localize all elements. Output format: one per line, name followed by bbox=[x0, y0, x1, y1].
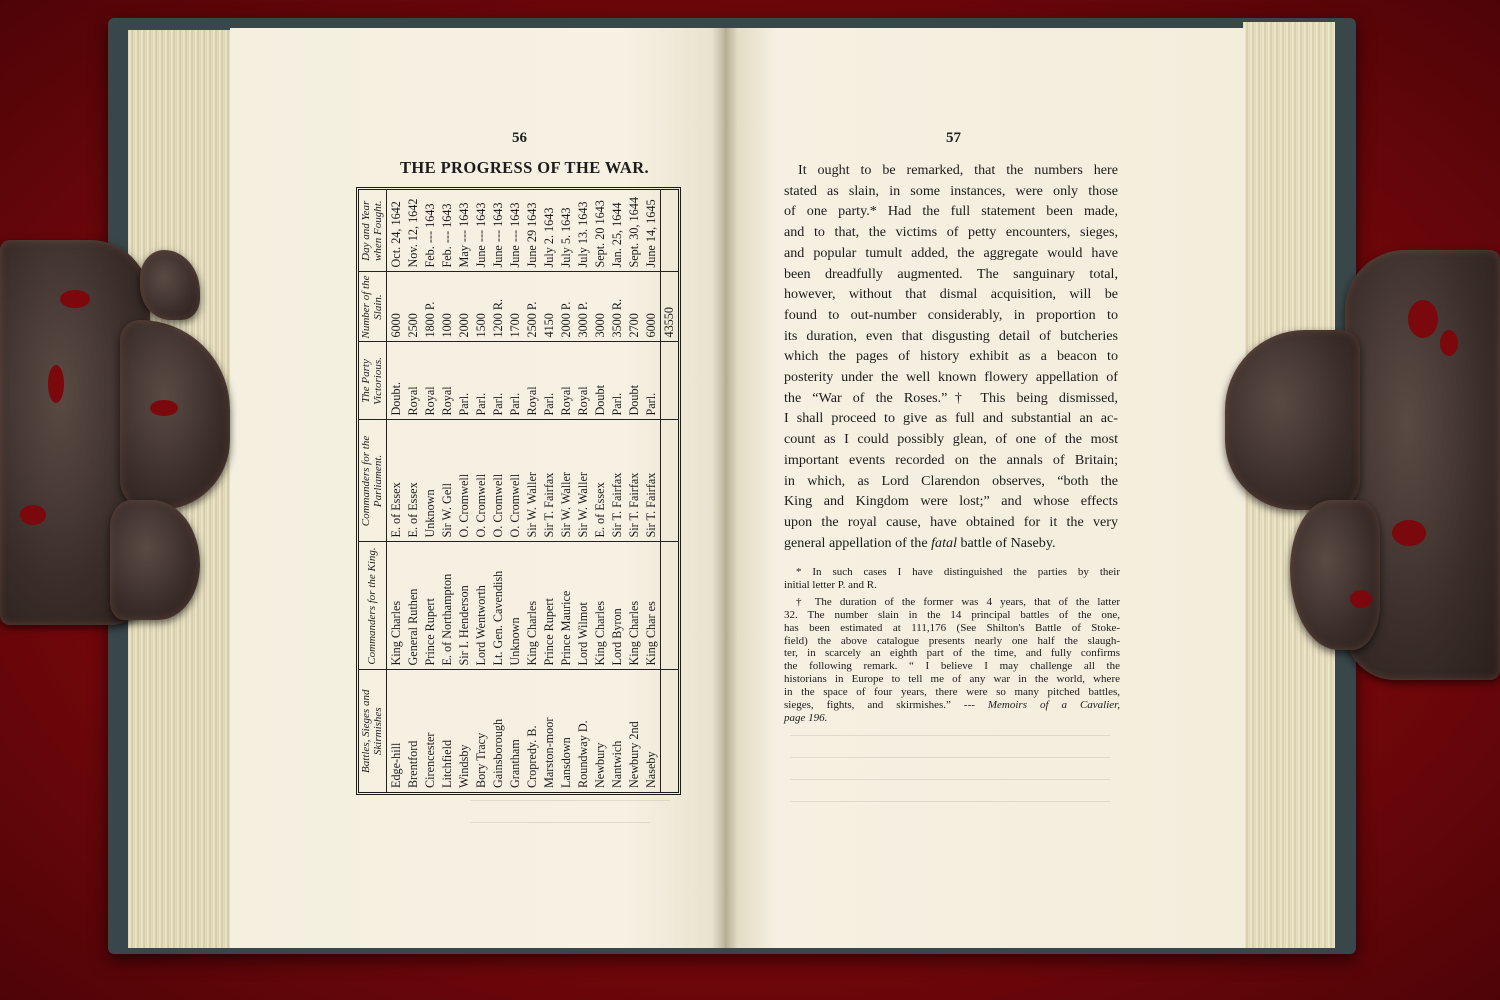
table-cell: Royal bbox=[523, 342, 540, 420]
table-cell: May --- 1643 bbox=[456, 202, 471, 268]
table-cell: June --- 1643 bbox=[473, 202, 488, 268]
table-cell: Royal bbox=[421, 342, 438, 420]
table-cell: Sir W. Gell bbox=[438, 420, 455, 542]
table-cell: Royal bbox=[438, 342, 455, 420]
table-cell: 2700 bbox=[626, 272, 643, 342]
table-cell: 6000 bbox=[643, 272, 661, 342]
table-cell: Parl. bbox=[472, 342, 489, 420]
table-cell: 2000 P. bbox=[557, 272, 574, 342]
footnote-line: † The duration of the former was 4 years, that of the latter bbox=[796, 595, 1120, 608]
table-cell: King Charles bbox=[626, 542, 643, 670]
table-cell: E. of Essex bbox=[591, 420, 608, 542]
table-cell: 1800 P. bbox=[421, 272, 438, 342]
table-cell: Doubt. bbox=[387, 342, 405, 420]
footnote-2 bbox=[784, 596, 1120, 725]
body-text-line: and to that, the victims of petty encounters, sieges, bbox=[784, 224, 1118, 241]
table-cell: Lord Wilmot bbox=[574, 542, 591, 670]
table-cell: June --- 1643 bbox=[507, 202, 522, 268]
table-cell: Sept. 30, 1644 bbox=[626, 197, 641, 268]
table-cell: Parl. bbox=[540, 342, 557, 420]
body-text-line: been dreadfully augmented. The sanguinary total, bbox=[784, 265, 1118, 282]
table-cell: 4150 bbox=[540, 272, 557, 342]
table-cell: Naseby bbox=[643, 670, 661, 792]
table-row bbox=[438, 190, 455, 792]
footnote-2-source-line: sieges, fights, and skirmishes.” --- Memoirs of a Cavalier, bbox=[784, 699, 1120, 712]
table-row bbox=[472, 190, 489, 792]
table-cell: King Charles bbox=[591, 542, 608, 670]
table-cell: Sir W. Waller bbox=[557, 420, 574, 542]
table-row bbox=[608, 190, 625, 792]
table-row bbox=[506, 190, 523, 792]
table-cell: 2500 P. bbox=[523, 272, 540, 342]
table-cell: O. Cromwell bbox=[506, 420, 523, 542]
table-cell: 3000 bbox=[591, 272, 608, 342]
table-cell: Nantwich bbox=[608, 670, 625, 792]
table-cell: Lt. Gen. Cavendish bbox=[489, 542, 506, 670]
page-title: THE PROGRESS OF THE WAR. bbox=[400, 158, 650, 177]
table-cell bbox=[660, 190, 678, 272]
page-number-right: 57 bbox=[946, 130, 961, 146]
body-text-line: posterity under the well known flowery appellation of bbox=[784, 369, 1118, 386]
table-cell: Unknown bbox=[506, 542, 523, 670]
body-text-line: the “War of the Roses.”† This being dismissed, bbox=[784, 389, 1118, 406]
body-text-last-line: general appellation of the fatal battle of Naseby. bbox=[784, 534, 1056, 551]
table-cell: Sir W. Waller bbox=[574, 420, 591, 542]
table-row bbox=[626, 190, 643, 792]
table-cell: Sept. 20 1643 bbox=[592, 200, 607, 268]
table-row bbox=[557, 190, 574, 792]
table-row bbox=[404, 190, 421, 792]
table-row bbox=[387, 190, 405, 792]
table-cell: July 2. 1643 bbox=[541, 207, 556, 268]
table-row bbox=[523, 190, 540, 792]
body-text-line: its duration, even that disgusting detail of butcheries bbox=[784, 327, 1118, 344]
table-cell: Lord Wentworth bbox=[472, 542, 489, 670]
table-cell: Newbury 2nd bbox=[626, 670, 643, 792]
table-header-cell: Commanders for the King. bbox=[359, 542, 387, 670]
table-cell: 2500 bbox=[404, 272, 421, 342]
table-cell: June --- 1643 bbox=[490, 202, 505, 268]
table-cell: 6000 bbox=[387, 272, 405, 342]
table-body bbox=[387, 190, 678, 792]
table-cell: Parl. bbox=[608, 342, 625, 420]
table-cell bbox=[660, 542, 678, 670]
table-cell: Brentford bbox=[404, 670, 421, 792]
body-text-line: I shall proceed to give as full and substantial an ac- bbox=[784, 410, 1118, 427]
table-cell: Parl. bbox=[643, 342, 661, 420]
table-cell: Doubt bbox=[591, 342, 608, 420]
table-cell: Sir W. Waller bbox=[523, 420, 540, 542]
table-cell: Bory Tracy bbox=[472, 670, 489, 792]
table-cell: Parl. bbox=[489, 342, 506, 420]
table-row bbox=[643, 190, 661, 792]
table-cell: Sir T. Fairfax bbox=[626, 420, 643, 542]
table-cell: Sir I. Henderson bbox=[455, 542, 472, 670]
table-cell: Sir T. Fairfax bbox=[643, 420, 661, 542]
table-cell: Oct. 24, 1642 bbox=[388, 201, 403, 268]
table-cell: Gainsborough bbox=[489, 670, 506, 792]
table-cell: 3500 R. bbox=[608, 272, 625, 342]
battle-casualty-table bbox=[356, 187, 681, 795]
body-text-line: It ought to be remarked, that the numbers here bbox=[798, 162, 1118, 178]
table-cell: O. Cromwell bbox=[455, 420, 472, 542]
footnote-line: ter, in scarcely an eighth part of the time, and fully confirms bbox=[784, 647, 1120, 660]
table-header-cell: The Party Victorious. bbox=[359, 342, 387, 420]
table-cell: Unknown bbox=[421, 420, 438, 542]
total-slain: 43550 bbox=[660, 272, 678, 342]
table-total-row bbox=[660, 190, 678, 792]
table-cell: Marston-moor bbox=[540, 670, 557, 792]
body-text-line: in which, as Lord Clarendon observes, “both the bbox=[784, 472, 1118, 489]
footnote-1: * In such cases I have distinguished the parties by their initial letter P. and R. bbox=[784, 566, 1120, 591]
table-cell: July 13. 1643 bbox=[575, 201, 590, 268]
body-text-line: of one party.* Had the full statement been made, bbox=[784, 203, 1118, 220]
table-cell: Prince Rupert bbox=[421, 542, 438, 670]
table-header-row bbox=[359, 190, 387, 792]
footnotes bbox=[784, 566, 1120, 729]
footnote-line: field) the above catalogue presents nearly one half the slaugh- bbox=[784, 634, 1120, 647]
table-row bbox=[574, 190, 591, 792]
table-cell: Royal bbox=[404, 342, 421, 420]
table-cell: Newbury bbox=[591, 670, 608, 792]
body-text-line: King and Kingdom were lost;” and whose effects bbox=[784, 493, 1118, 510]
table-row bbox=[455, 190, 472, 792]
table-cell: Cropredy. B. bbox=[523, 670, 540, 792]
table-cell: King Charles bbox=[387, 542, 405, 670]
table-cell: Grantham bbox=[506, 670, 523, 792]
table-cell: Litchfield bbox=[438, 670, 455, 792]
table-cell: Parl. bbox=[455, 342, 472, 420]
table-cell: O. Cromwell bbox=[489, 420, 506, 542]
footnote-line: in the space of four years, there were so many pitched battles, bbox=[784, 686, 1120, 699]
body-text-line: important events recorded on the annals of Britain; bbox=[784, 451, 1118, 468]
book-gutter bbox=[712, 28, 738, 948]
body-text-line: stated as slain, in some instances, were only those bbox=[784, 182, 1118, 199]
body-text-line: found to out-number considerably, in proportion to bbox=[784, 306, 1118, 323]
table-cell: Prince Maurice bbox=[557, 542, 574, 670]
table-cell: Feb. --- 1643 bbox=[439, 203, 454, 268]
table-row bbox=[591, 190, 608, 792]
table-cell: 1500 bbox=[472, 272, 489, 342]
table-cell: June 29 1643 bbox=[524, 202, 539, 268]
table-cell: 1000 bbox=[438, 272, 455, 342]
table-cell: E. of Essex bbox=[404, 420, 421, 542]
table-cell: Royal bbox=[574, 342, 591, 420]
page-number-left: 56 bbox=[512, 130, 527, 146]
table-cell: E. of Northampton bbox=[438, 542, 455, 670]
table-cell: King Char es bbox=[643, 542, 661, 670]
table-row bbox=[540, 190, 557, 792]
table-cell: King Charles bbox=[523, 542, 540, 670]
footnote-source: Memoirs of a Cavalier, bbox=[987, 699, 1120, 712]
table-cell: Windsby bbox=[455, 670, 472, 792]
table-cell: 2000 bbox=[455, 272, 472, 342]
table-cell: Nov. 12, 1642 bbox=[405, 198, 420, 268]
emphasis-fatal: fatal bbox=[931, 534, 957, 551]
table-row bbox=[489, 190, 506, 792]
footnote-line: historians in Europe to tell me of any war in the world, where bbox=[784, 673, 1120, 686]
body-text-line: which the pages of history exhibit as a beacon to bbox=[784, 348, 1118, 365]
body-text-line: and popular tumult added, the aggregate would have bbox=[784, 244, 1118, 261]
table-cell: 1700 bbox=[506, 272, 523, 342]
table-cell: Feb. --- 1643 bbox=[422, 203, 437, 268]
table-cell: Cirencester bbox=[421, 670, 438, 792]
table-cell: Lansdown bbox=[557, 670, 574, 792]
table-cell: Parl. bbox=[506, 342, 523, 420]
table-cell: June 14, 1645 bbox=[644, 199, 659, 268]
table-cell: 1200 R. bbox=[489, 272, 506, 342]
body-text bbox=[784, 160, 1118, 553]
table-cell: E. of Essex bbox=[387, 420, 405, 542]
footnote-2-page: page 196. bbox=[784, 711, 828, 724]
table-cell: Edge-hill bbox=[387, 670, 405, 792]
table-cell: Jan. 25, 1644 bbox=[609, 202, 624, 268]
table-cell: July 5. 1643 bbox=[558, 207, 573, 268]
body-text-line: however, without that dismal acquisition, will be bbox=[784, 286, 1118, 303]
table-cell: Lord Byron bbox=[608, 542, 625, 670]
footnote-line: has been estimated at 111,176 (See Shilton's Battle of Stoke- bbox=[784, 621, 1120, 634]
table-header-cell: Day and Year when Fought. bbox=[359, 190, 387, 272]
table-cell: Prince Rupert bbox=[540, 542, 557, 670]
table-cell: General Ruthen bbox=[404, 542, 421, 670]
table-cell: Doubt bbox=[626, 342, 643, 420]
table-row bbox=[421, 190, 438, 792]
table-cell: Royal bbox=[557, 342, 574, 420]
footnote-line: the following remark. “ I believe I may challenge all the bbox=[784, 660, 1120, 673]
table-header-cell: Battles, Sieges and Skirmishes bbox=[359, 670, 387, 792]
body-text-line: count as I could possibly glean, of one of the most bbox=[784, 431, 1118, 448]
table-cell: O. Cromwell bbox=[472, 420, 489, 542]
table-cell bbox=[660, 670, 678, 792]
table-cell bbox=[660, 342, 678, 420]
body-text-line: upon the royal cause, have obtained for it the very bbox=[784, 513, 1118, 530]
table-cell: Sir T. Fairfax bbox=[608, 420, 625, 542]
table-cell: Sir T. Fairfax bbox=[540, 420, 557, 542]
table-header-cell: Number of the Slain. bbox=[359, 272, 387, 342]
footnote-line: 32. The number slain in the 14 principal battles of the one, bbox=[784, 608, 1120, 621]
table-header-cell: Commanders for the Parliament. bbox=[359, 420, 387, 542]
table-cell: Roundway D. bbox=[574, 670, 591, 792]
table-cell bbox=[660, 420, 678, 542]
table-cell: 3000 P. bbox=[574, 272, 591, 342]
